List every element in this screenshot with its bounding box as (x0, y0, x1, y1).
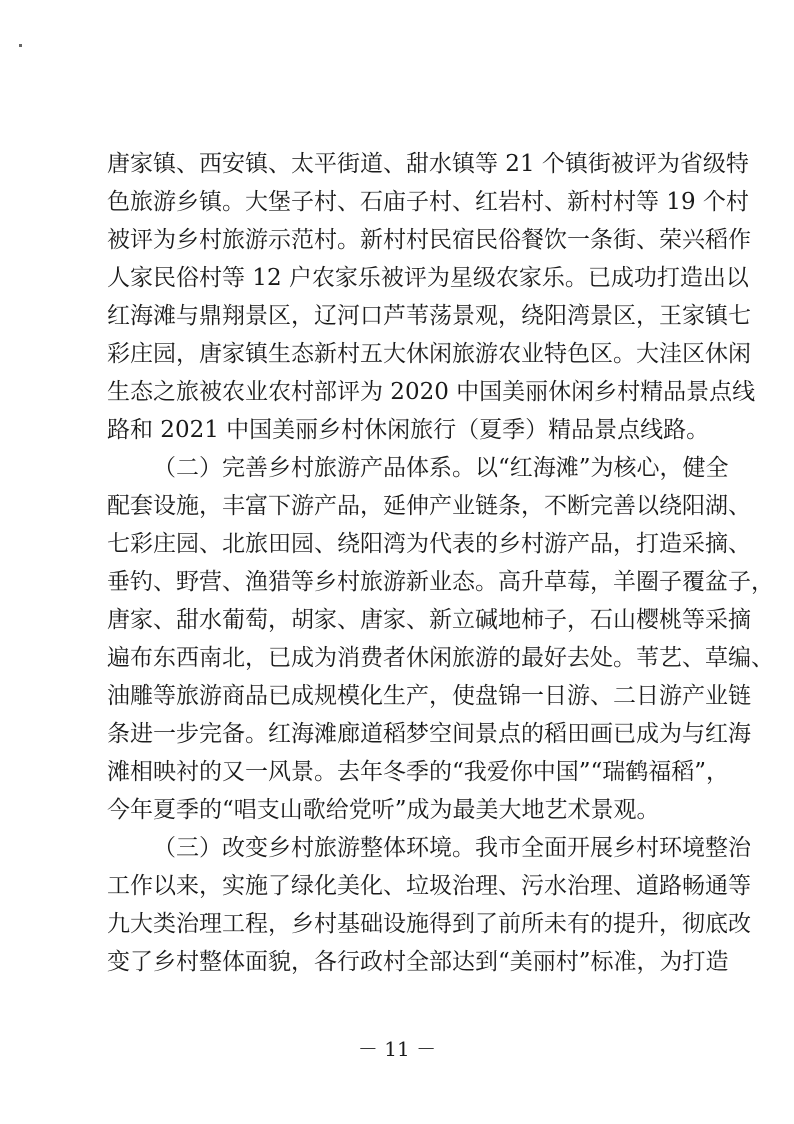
text-line: 红海滩与鼎翔景区，辽河口芦苇荡景观，绕阳湾景区，王家镇七 (107, 303, 751, 329)
text-line: 彩庄园，唐家镇生态新村五大休闲旅游农业特色区。大洼区休闲 (107, 341, 751, 367)
text-line: 九大类治理工程，乡村基础设施得到了前所未有的提升，彻底改 (107, 911, 751, 937)
scan-mark (19, 44, 22, 47)
body-text (107, 145, 774, 981)
text-line: 滩相映衬的又一风景。去年冬季的“我爱你中国”“瑞鹤福稻”， (107, 759, 730, 785)
text-line: 油雕等旅游商品已成规模化生产，使盘锦一日游、二日游产业链 (107, 683, 751, 709)
text-line: 配套设施，丰富下游产品，延伸产业链条，不断完善以绕阳湖、 (107, 493, 751, 519)
text-line: 垂钓、野营、渔猎等乡村旅游新业态。高升草莓，羊圈子覆盆子， (107, 569, 774, 595)
text-line: 唐家、甜水葡萄，胡家、唐家、新立碱地柿子，石山樱桃等采摘 (107, 607, 751, 633)
text-line: 路和 2021 中国美丽乡村休闲旅行（夏季）精品景点线路。 (107, 417, 710, 443)
text-line: 今年夏季的“唱支山歌给党听”成为最美大地艺术景观。 (107, 797, 660, 823)
text-line: 条进一步完备。红海滩廊道稻梦空间景点的稻田画已成为与红海 (107, 721, 751, 747)
text-line: 变了乡村整体面貌，各行政村全部达到“美丽村”标准，为打造 (107, 949, 729, 975)
text-line: 色旅游乡镇。大堡子村、石庙子村、红岩村、新村村等 19 个村 (107, 189, 749, 215)
text-line: 生态之旅被农业农村部评为 2020 中国美丽休闲乡村精品景点线 (107, 379, 756, 405)
section-heading-line: （三）改变乡村旅游整体环境。我市全面开展乡村环境整治 (153, 835, 751, 861)
text-line: 工作以来，实施了绿化美化、垃圾治理、污水治理、道路畅通等 (107, 873, 751, 899)
text-line: 唐家镇、西安镇、太平街道、甜水镇等 21 个镇街被评为省级特 (107, 151, 749, 177)
text-line: 人家民俗村等 12 户农家乐被评为星级农家乐。已成功打造出以 (107, 265, 749, 291)
text-line: 七彩庄园、北旅田园、绕阳湾为代表的乡村游产品，打造采摘、 (107, 531, 751, 557)
text-line: 遍布东西南北，已成为消费者休闲旅游的最好去处。苇艺、草编、 (107, 645, 774, 671)
page-number: － 11 － (357, 1037, 437, 1061)
section-heading-line: （二）完善乡村旅游产品体系。以“红海滩”为核心，健全 (153, 455, 729, 481)
text-line: 被评为乡村旅游示范村。新村村民宿民俗餐饮一条街、荣兴稻作 (107, 227, 751, 253)
